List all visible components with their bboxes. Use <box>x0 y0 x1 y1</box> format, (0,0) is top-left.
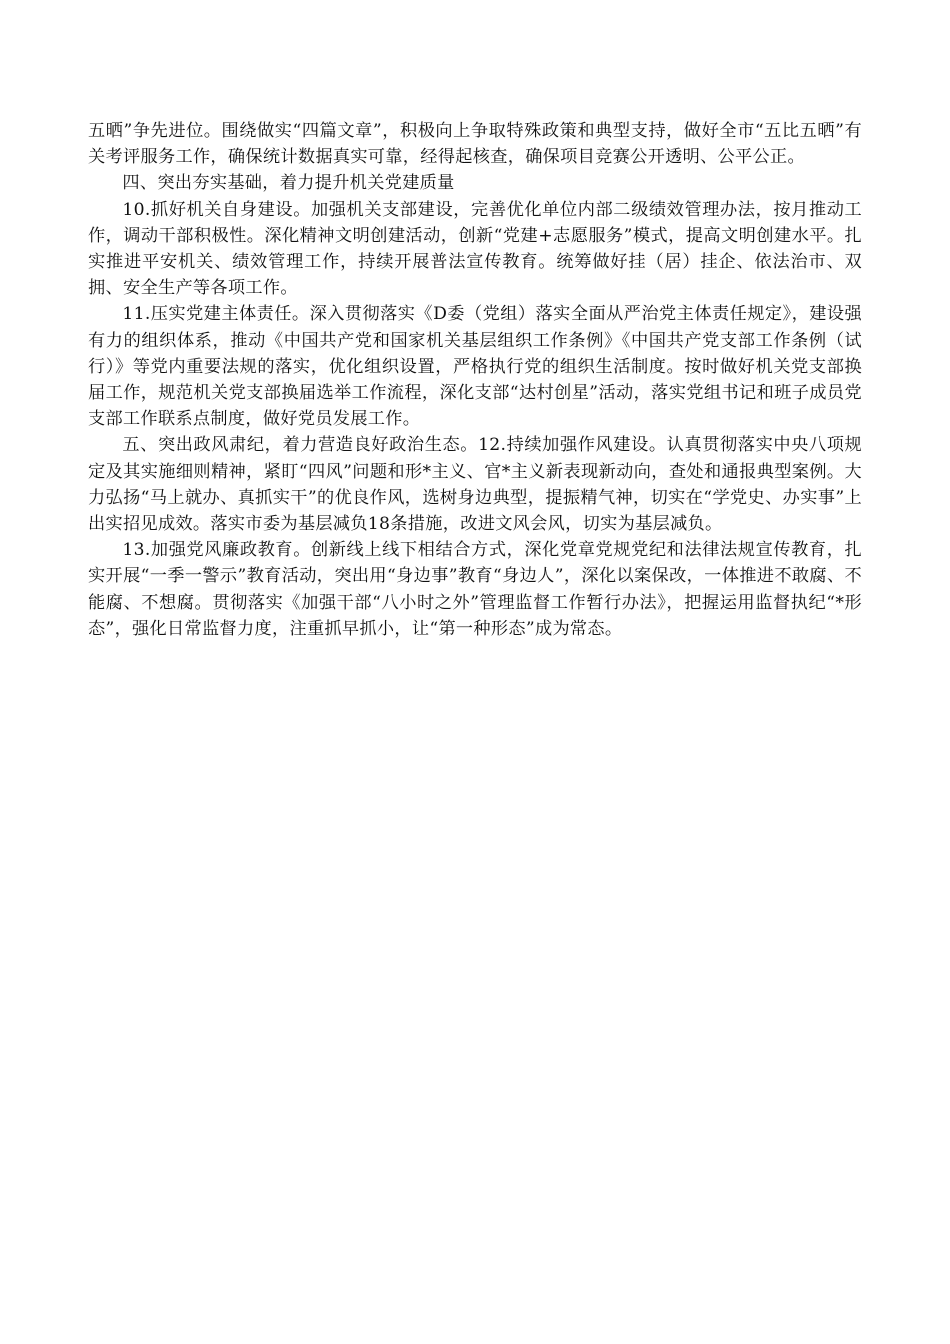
paragraph-item-10: 10.抓好机关自身建设。加强机关支部建设，完善优化单位内部二级绩效管理办法，按月推动工作，调动干部积极性。深化精神文明创建活动，创新“党建+志愿服务”模式，提高文明创建水平。扎实推进平安机关、绩效管理工作，持续开展普法宣传教育。统筹做好挂（居）挂企、依法治市、双拥、安全生产等各项工作。 <box>88 199 862 299</box>
section-heading-four: 四、突出夯实基础，着力提升机关党建质量 <box>122 173 455 194</box>
paragraph-item-11: 11.压实党建主体责任。深入贯彻落实《D委（党组）落实全面从严治党主体责任规定》，建设强有力的组织体系，推动《中国共产党和国家机关基层组织工作条例》《中国共产党支部工作条例（试行）》等党内重要法规的落实，优化组织设置，严格执行党的组织生活制度。按时做好机关党支部换届工作，规范机关党支部换届选举工作流程，深化支部“达村创星”活动，落实党组书记和班子成员党支部工作联系点制度，做好党员发展工作。 <box>88 304 862 430</box>
paragraph-item-13: 13.加强党风廉政教育。创新线上线下相结合方式，深化党章党规党纪和法律法规宣传教育，扎实开展“一季一警示”教育活动，突出用“身边事”教育“身边人”，深化以案保改，一体推进不敢腐、不能腐、不想腐。贯彻落实《加强干部“八小时之外”管理监督工作暂行办法》，把握运用监督执纪“*形态”，强化日常监督力度，注重抓早抓小，让“第一种形态”成为常态。 <box>88 540 862 639</box>
paragraph-continuation: 五晒”争先进位。围绕做实“四篇文章”，积极向上争取特殊政策和典型支持，做好全市“五比五晒”有关考评服务工作，确保统计数据真实可靠，经得起核查，确保项目竞赛公开透明、公平公正。 <box>88 121 862 168</box>
document-body <box>88 118 862 642</box>
paragraph-section-five-item-12: 五、突出政风肃纪，着力营造良好政治生态。12.持续加强作风建设。认真贯彻落实中央八项规定及其实施细则精神，紧盯“四风”问题和形*主义、官*主义新表现新动向，查处和通报典型案例。大力弘扬“马上就办、真抓实干”的优良作风，选树身边典型，提振精气神，切实在“学党史、办实事”上出实招见成效。落实市委为基层减负18条措施，改进文风会风，切实为基层减负。 <box>88 435 862 535</box>
